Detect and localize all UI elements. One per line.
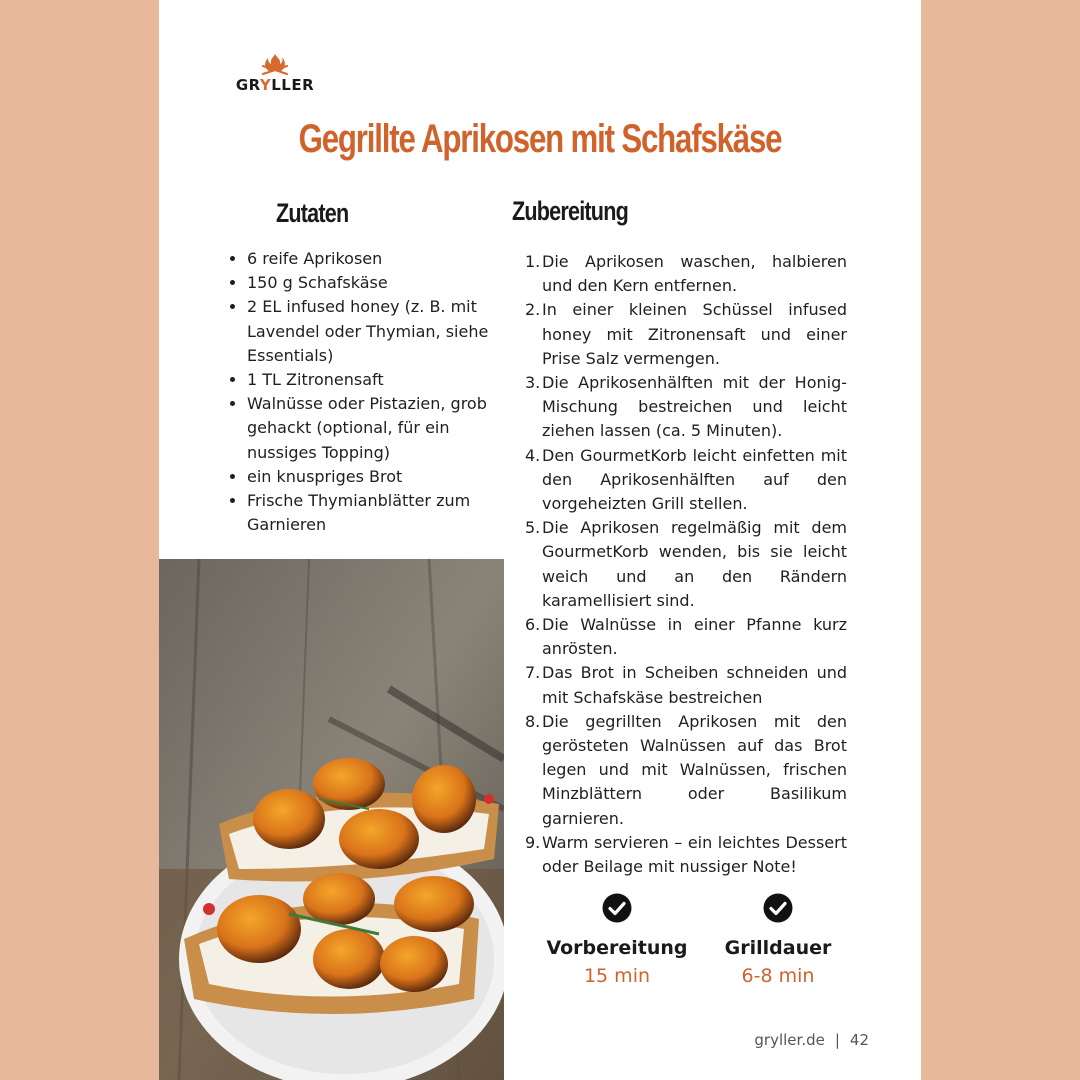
- grill-time: [698, 893, 858, 987]
- ingredient-item: • Walnüsse oder Pistazien, grob gehackt (optional, für ein nussiges Topping): [247, 392, 497, 465]
- page-footer: [719, 1031, 869, 1049]
- recipe-page: [159, 0, 921, 1080]
- ingredient-item: • 1 TL Zitronensaft: [247, 368, 497, 392]
- step-text: Das Brot in Scheiben schneiden und mit Schafskäse bestreichen: [542, 663, 847, 707]
- step-number: 7.: [525, 663, 541, 683]
- step-number: 5.: [525, 518, 541, 538]
- flame-icon: [259, 52, 291, 76]
- recipe-title: Gegrillte Aprikosen mit Schafskäse: [298, 117, 782, 161]
- ingredient-item: • 2 EL infused honey (z. B. mit Lavendel oder Thymian, siehe Essentials): [247, 295, 497, 368]
- prep-time-label: Vorbereitung: [546, 937, 688, 959]
- step-number: 8.: [525, 711, 541, 731]
- step-number: 3.: [525, 373, 541, 393]
- step-text: Die gegrillten Aprikosen mit den gerösteten Walnüssen auf das Brot legen und mit Walnüssen, frischen Minzblättern oder Basilikum garnieren.: [542, 711, 847, 828]
- step-item: [525, 298, 847, 371]
- grill-time-value: 6-8 min: [741, 965, 815, 987]
- step-number: 2.: [525, 300, 541, 320]
- ingredients-list: [227, 247, 497, 537]
- ingredient-item: • 6 reife Aprikosen: [247, 247, 497, 271]
- step-text: Warm servieren – ein leichtes Dessert oder Beilage mit nussiger Note!: [542, 832, 847, 877]
- brand-logo: [235, 52, 315, 96]
- check-circle-icon: [602, 893, 632, 923]
- step-number: 9.: [525, 832, 541, 852]
- step-item: [525, 444, 847, 517]
- page-number: 42: [849, 1031, 869, 1049]
- ingredient-item: • Frische Thymianblätter zum Garnieren: [247, 489, 497, 537]
- step-item: [525, 831, 847, 879]
- step-text: Die Aprikosen regelmäßig mit dem GourmetKorb wenden, bis sie leicht weich und an den Rändern karamellisiert sind.: [542, 518, 847, 610]
- step-text: Die Aprikosen waschen, halbieren und den Kern entfernen.: [542, 252, 847, 296]
- prep-time-value: 15 min: [583, 965, 651, 987]
- ingredients-heading: Zutaten: [276, 198, 349, 228]
- step-text: Die Aprikosenhälften mit der Honig-Mischung bestreichen und leicht ziehen lassen (ca. 5 Minuten).: [542, 373, 847, 441]
- step-item: [525, 710, 847, 831]
- ingredient-item: • 150 g Schafskäse: [247, 271, 497, 295]
- step-item: [525, 661, 847, 709]
- step-number: 6.: [525, 615, 541, 635]
- step-text: Die Walnüsse in einer Pfanne kurz anrösten.: [542, 615, 847, 659]
- preparation-heading: Zubereitung: [512, 196, 628, 226]
- step-item: [525, 516, 847, 613]
- step-item: [525, 613, 847, 661]
- step-number: 1.: [525, 252, 541, 271]
- step-number: 4.: [525, 445, 541, 465]
- step-item: [525, 371, 847, 444]
- preparation-steps: [525, 250, 847, 879]
- ingredient-item: • ein knuspriges Brot: [247, 465, 497, 489]
- check-circle-icon: [763, 893, 793, 923]
- footer-separator: |: [834, 1031, 840, 1049]
- brand-name: GRYLLER: [235, 76, 315, 94]
- prep-time: [537, 893, 697, 987]
- grill-time-label: Grilldauer: [724, 937, 832, 959]
- footer-site: gryller.de: [754, 1031, 825, 1049]
- step-item: [525, 250, 847, 298]
- recipe-photo: [159, 559, 504, 1080]
- step-text: In einer kleinen Schüssel infused honey mit Zitronensaft und einer Prise Salz vermengen.: [542, 300, 847, 368]
- step-text: Den GourmetKorb leicht einfetten mit den Aprikosenhälften auf den vorgeheizten Grill stellen.: [542, 445, 847, 514]
